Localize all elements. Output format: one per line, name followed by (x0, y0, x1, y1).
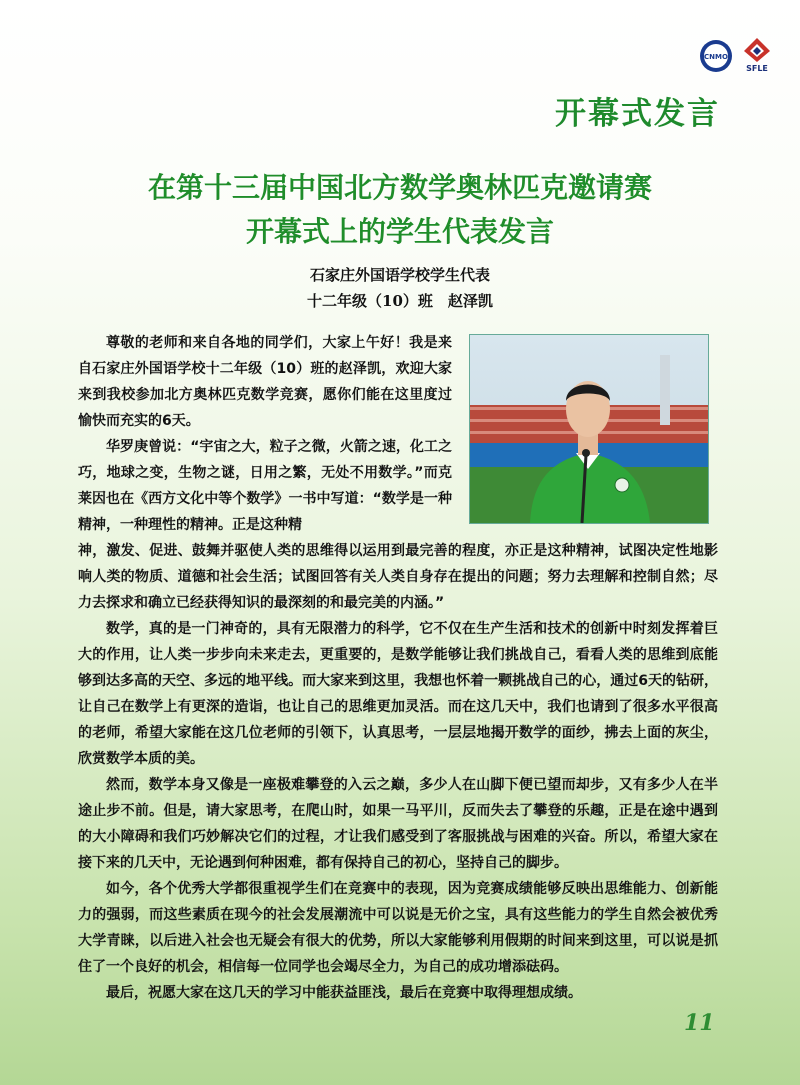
paragraph-challenge: 然而，数学本身又像是一座极难攀登的入云之巅，多少人在山脚下便已望而却步，又有多少人在半途止步不前。但是，请大家思考，在爬山时，如果一马平川，反而失去了攀登的乐趣，正是在途中遇到的大小障碍和我们巧妙解决它们的过程，才让我们感受到了客服挑战与困难的兴奋。所以，希望大家在接下来的几天中，无论遇到何种困难，都有保持自己的初心，坚持自己的脚步。 (78, 777, 718, 871)
section-title: 开幕式发言 (555, 96, 720, 132)
paragraph-universities: 如今，各个优秀大学都很重视学生们在竞赛中的表现，因为竞赛成绩能够反映出思维能力、创新能力的强弱，而这些素质在现今的社会发展潮流中可以说是无价之宝，具有这些能力的学生自然会被优秀大学青睐，以后进入社会也无疑会有很大的优势，所以大家能够利用假期的时间来到这里，可以说是抓住了一个良好的机会，相信每一位同学也会竭尽全力，为自己的成功增添砝码。 (78, 881, 718, 975)
article-title-line2: 开幕式上的学生代表发言 (245, 215, 554, 248)
paragraph-greeting: 尊敬的老师和来自各地的同学们，大家上午好！我是来自石家庄外国语学校十二年级（10）班的赵泽凯，欢迎大家来到我校参加北方奥林匹克数学竞赛，愿你们能在这里度过愉快而充实的6天。 (78, 335, 452, 429)
page-number: 11 (684, 1010, 715, 1036)
author-affiliation: 石家庄外国语学校学生代表 (309, 266, 490, 284)
author-name: 十二年级（10）班 赵泽凯 (307, 292, 493, 310)
article-title-line1: 在第十三届中国北方数学奥林匹克邀请赛 (147, 171, 652, 204)
paragraph-quote-continued: 神，激发、促进、鼓舞并驱使人类的思维得以运用到最完善的程度，亦正是这种精神，试图决定性地影响人类的物质、道德和社会生活；试图回答有关人类自身存在提出的问题；努力去理解和控制自然；尽力去探求和确立已经获得知识的最深刻的和最完美的内涵。” (78, 543, 718, 611)
paragraph-math-magic: 数学，真的是一门神奇的，具有无限潜力的科学，它不仅在生产生活和技术的创新中时刻发挥着巨大的作用，让人类一步步向未来走去，更重要的，是数学能够让我们挑战自己，看看人类的思维到底能够到达多高的天空、多远的地平线。而大家来到这里，我想也怀着一颗挑战自己的心，通过6天的钻研，让自己在数学上有更深的造诣，也让自己的思维更加灵活。而在这几天中，我们也请到了很多水平很高的老师，希望大家能在这几位老师的引领下，认真思考，一层层地揭开数学的面纱，拂去上面的灰尘，欣赏数学本质的美。 (78, 621, 718, 767)
header-logos (698, 36, 774, 76)
cnmo-logo-text: CNMO (704, 53, 728, 61)
sfle-logo (740, 36, 774, 76)
cnmo-logo (698, 38, 734, 74)
paragraph-closing: 最后，祝愿大家在这几天的学习中能获益匪浅，最后在竞赛中取得理想成绩。 (106, 985, 582, 1001)
sfle-logo-text: SFLE (746, 64, 768, 73)
paragraph-quote-start: 华罗庚曾说：“宇宙之大，粒子之微，火箭之速，化工之巧，地球之变，生物之谜，日用之繁，无处不用数学。”而克莱因也在《西方文化中等个数学》一书中写道：“数学是一种精神，一种理性的精神。正是这种精 (78, 439, 452, 533)
article-body (78, 330, 718, 1006)
